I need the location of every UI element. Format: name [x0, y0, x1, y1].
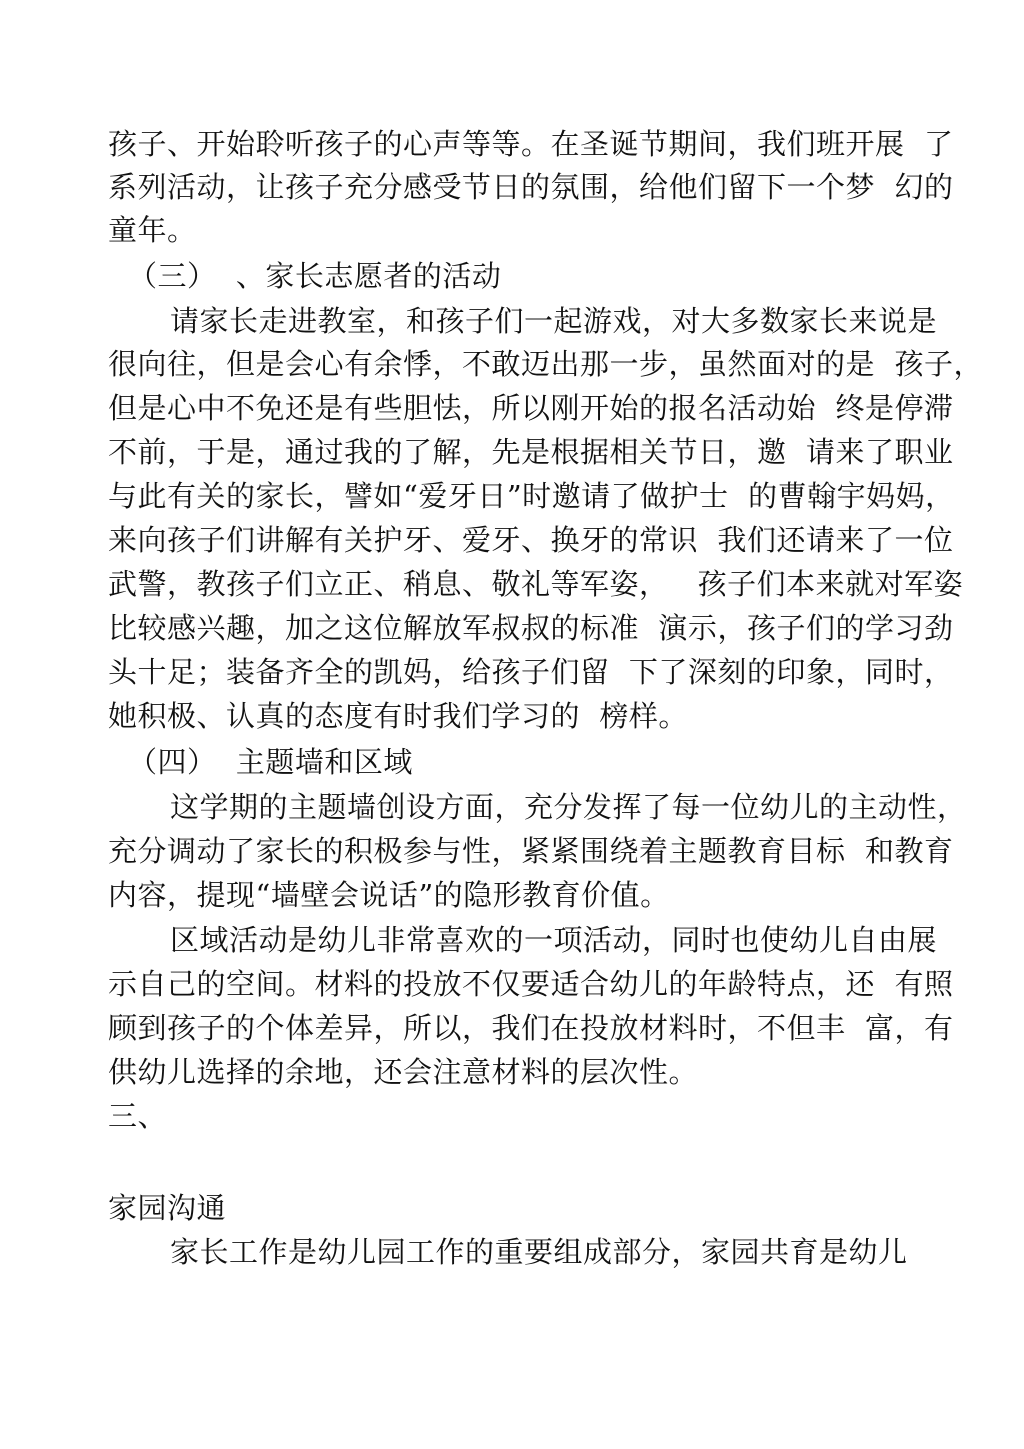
- text-line: 很向往，但是会心有余悸，不敢迈出那一步，虽然面对的是 孩子，: [108, 347, 983, 381]
- text-line: 来向孩子们讲解有关护牙、爱牙、换牙的常识 我们还请来了一位: [108, 523, 954, 557]
- text-line: 内容，提现“墙壁会说话”的隐形教育价值。: [108, 878, 670, 912]
- text-line: 但是心中不免还是有些胆怯，所以刚开始的报名活动始 终是停滞: [108, 391, 954, 425]
- section-heading: （三） 、家长志愿者的活动: [128, 259, 502, 293]
- text-line: 童年。: [108, 213, 197, 247]
- paragraph-first-line: 这学期的主题墙创设方面，充分发挥了每一位幼儿的主动性，: [170, 790, 967, 824]
- text-line: 充分调动了家长的积极参与性，紧紧围绕着主题教育目标 和教育: [108, 834, 954, 868]
- text-line: 顾到孩子的个体差异，所以，我们在投放材料时，不但丰 富，有: [108, 1011, 954, 1045]
- paragraph-first-line: 请家长走进教室，和孩子们一起游戏，对大多数家长来说是: [170, 304, 938, 338]
- text-line: 系列活动，让孩子充分感受节日的氛围，给他们留下一个梦 幻的: [108, 170, 954, 204]
- text-line: 不前，于是，通过我的了解，先是根据相关节日，邀 请来了职业: [108, 435, 954, 469]
- section-heading: 家园沟通: [108, 1191, 227, 1225]
- text-line: 示自己的空间。材料的投放不仅要适合幼儿的年龄特点，还 有照: [108, 967, 954, 1001]
- text-line: 孩子、开始聆听孩子的心声等等。在圣诞节期间，我们班开展 了: [108, 127, 954, 161]
- text-line: 她积极、认真的态度有时我们学习的 榜样。: [108, 699, 688, 733]
- section-number: 三、: [108, 1099, 168, 1133]
- paragraph-first-line: 区域活动是幼儿非常喜欢的一项活动，同时也使幼儿自由展: [170, 923, 938, 957]
- text-line: 供幼儿选择的余地，还会注意材料的层次性。: [108, 1055, 699, 1089]
- paragraph-first-line: 家长工作是幼儿园工作的重要组成部分，家园共育是幼儿: [170, 1235, 908, 1269]
- text-line: 武警，教孩子们立正、稍息、敬礼等军姿， 孩子们本来就对军姿: [108, 567, 964, 601]
- text-line: 头十足；装备齐全的凯妈，给孩子们留 下了深刻的印象，同时，: [108, 655, 954, 689]
- text-line: 比较感兴趣，加之这位解放军叔叔的标准 演示，孩子们的学习劲: [108, 611, 954, 645]
- section-heading: （四） 主题墙和区域: [128, 745, 413, 779]
- text-line: 与此有关的家长，譬如“爱牙日”时邀请了做护士 的曹翰宇妈妈，: [108, 479, 955, 513]
